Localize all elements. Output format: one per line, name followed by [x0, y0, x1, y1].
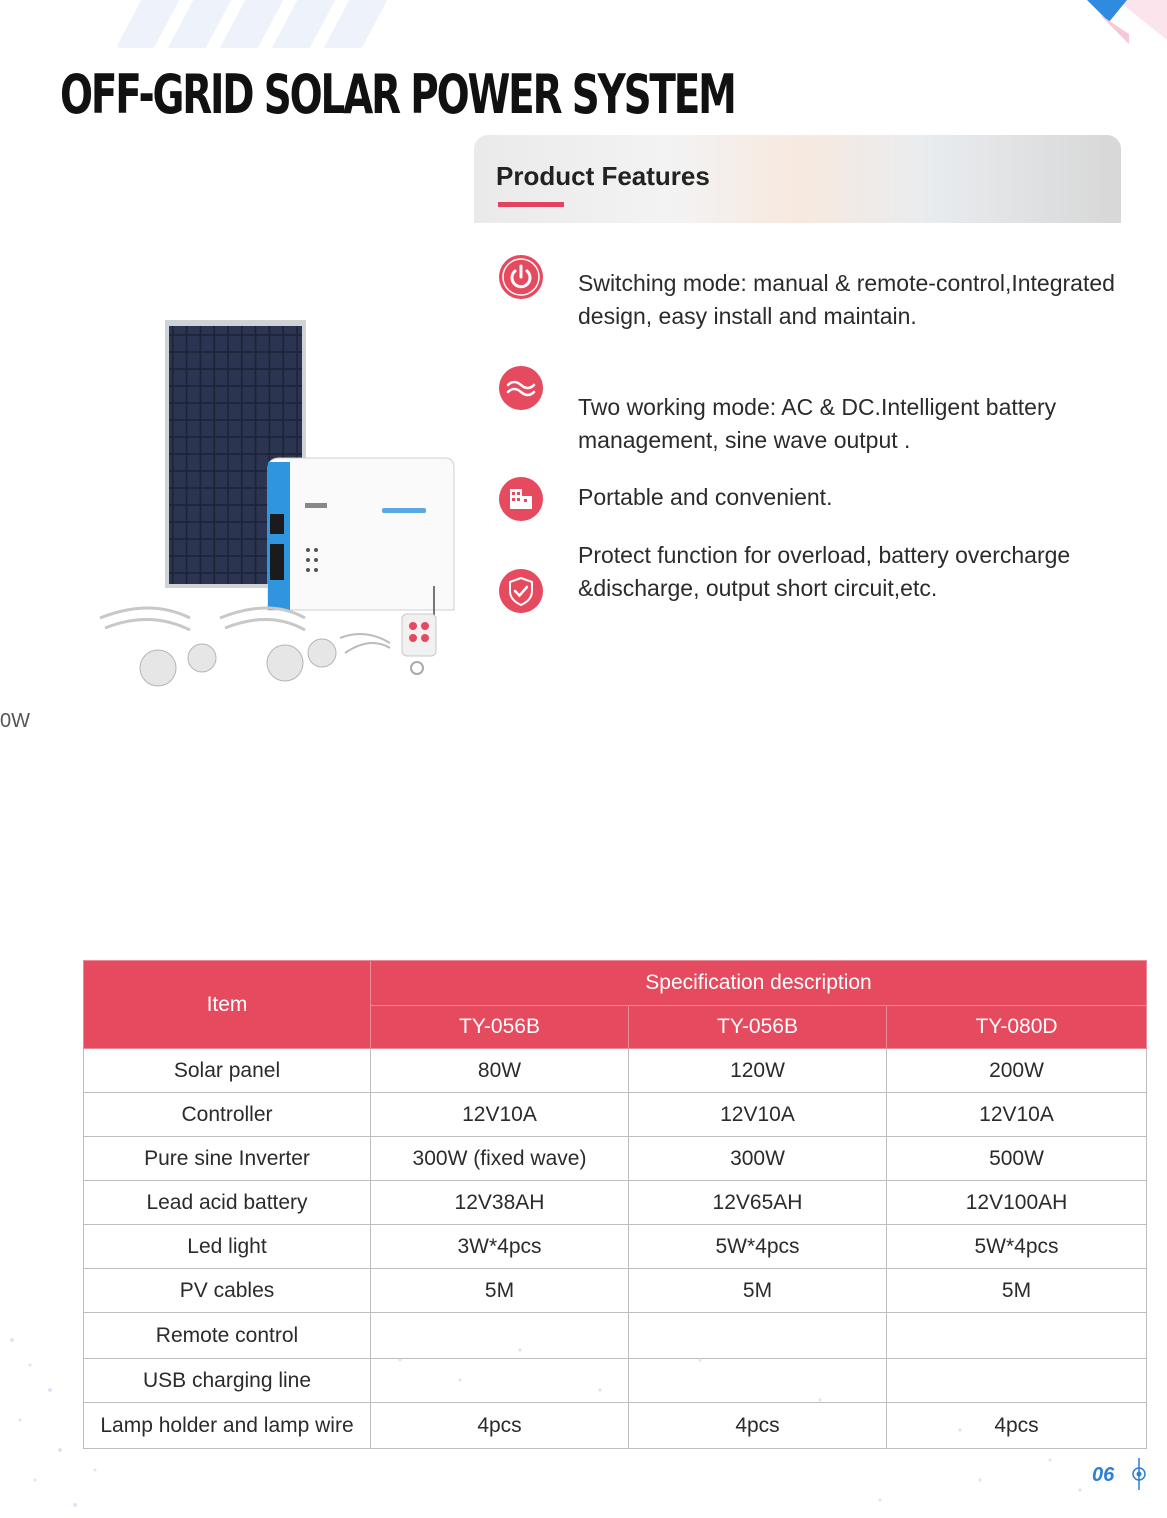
- power-station-unit: [268, 458, 454, 618]
- value-cell: 12V100AH: [887, 1181, 1147, 1225]
- item-cell: Remote control: [84, 1313, 371, 1359]
- value-cell: 12V10A: [371, 1093, 629, 1137]
- model-header-2: TY-056B: [629, 1006, 887, 1049]
- table-row: [84, 1403, 1147, 1449]
- spec-description-header: Specification description: [371, 961, 1147, 1006]
- value-cell: 12V65AH: [629, 1181, 887, 1225]
- value-cell: [629, 1313, 887, 1359]
- remote-control: [402, 614, 436, 674]
- feature-text-4: Protect function for overload, battery overcharge &discharge, output short circuit,etc.: [578, 542, 1071, 601]
- value-cell: 5M: [887, 1269, 1147, 1313]
- page-number: 06: [1092, 1464, 1115, 1486]
- feature-text-1: Switching mode: manual & remote-control,Integrated design, easy install and maintain.: [578, 270, 1115, 329]
- cropped-side-label: 0W: [0, 710, 30, 732]
- table-row: [84, 1225, 1147, 1269]
- value-cell: 500W: [887, 1137, 1147, 1181]
- features-heading: Product Features: [496, 161, 710, 191]
- value-cell: 5M: [371, 1269, 629, 1313]
- model-header-3: TY-080D: [887, 1006, 1147, 1049]
- header-stripe-decoration: [118, 0, 398, 48]
- value-cell: 12V38AH: [371, 1181, 629, 1225]
- product-image: [90, 318, 460, 708]
- sine-wave-icon: [498, 365, 544, 411]
- feature-text-3: Portable and convenient.: [578, 484, 833, 510]
- value-cell: 5M: [629, 1269, 887, 1313]
- table-row: [84, 1181, 1147, 1225]
- item-header: Item: [84, 961, 371, 1049]
- value-cell: [887, 1359, 1147, 1403]
- value-cell: 3W*4pcs: [371, 1225, 629, 1269]
- page-marker-icon: [1128, 1458, 1150, 1490]
- table-row: [84, 1359, 1147, 1403]
- table-row: [84, 1093, 1147, 1137]
- shield-check-icon: [498, 568, 544, 614]
- value-cell: 5W*4pcs: [629, 1225, 887, 1269]
- value-cell: 4pcs: [371, 1403, 629, 1449]
- item-cell: PV cables: [84, 1269, 371, 1313]
- value-cell: 4pcs: [629, 1403, 887, 1449]
- item-cell: Lamp holder and lamp wire: [84, 1403, 371, 1449]
- feature-text-2: Two working mode: AC & DC.Intelligent battery management, sine wave output .: [578, 394, 1057, 453]
- value-cell: 80W: [371, 1049, 629, 1093]
- value-cell: 12V10A: [887, 1093, 1147, 1137]
- value-cell: 12V10A: [629, 1093, 887, 1137]
- features-header: [474, 135, 1121, 223]
- model-header-1: TY-056B: [371, 1006, 629, 1049]
- table-row: [84, 1269, 1147, 1313]
- value-cell: 300W: [629, 1137, 887, 1181]
- item-cell: Led light: [84, 1225, 371, 1269]
- usb-cable: [340, 634, 390, 653]
- value-cell: 300W (fixed wave): [371, 1137, 629, 1181]
- value-cell: 120W: [629, 1049, 887, 1093]
- portable-icon: [498, 476, 544, 522]
- value-cell: [887, 1313, 1147, 1359]
- table-row: [84, 1313, 1147, 1359]
- heading-underline: [498, 202, 564, 207]
- lamp-bulbs: [100, 608, 336, 686]
- value-cell: [371, 1359, 629, 1403]
- value-cell: [629, 1359, 887, 1403]
- value-cell: 4pcs: [887, 1403, 1147, 1449]
- item-cell: Controller: [84, 1093, 371, 1137]
- value-cell: 5W*4pcs: [887, 1225, 1147, 1269]
- value-cell: [371, 1313, 629, 1359]
- power-icon: [498, 254, 544, 300]
- table-row: [84, 1049, 1147, 1093]
- corner-triangle-decoration: [1037, 0, 1167, 60]
- table-row: [84, 1137, 1147, 1181]
- value-cell: 200W: [887, 1049, 1147, 1093]
- item-cell: USB charging line: [84, 1359, 371, 1403]
- item-cell: Lead acid battery: [84, 1181, 371, 1225]
- page-title: OFF-GRID SOLAR POWER SYSTEM: [60, 63, 735, 126]
- item-cell: Pure sine Inverter: [84, 1137, 371, 1181]
- spec-table: [83, 960, 1147, 1449]
- item-cell: Solar panel: [84, 1049, 371, 1093]
